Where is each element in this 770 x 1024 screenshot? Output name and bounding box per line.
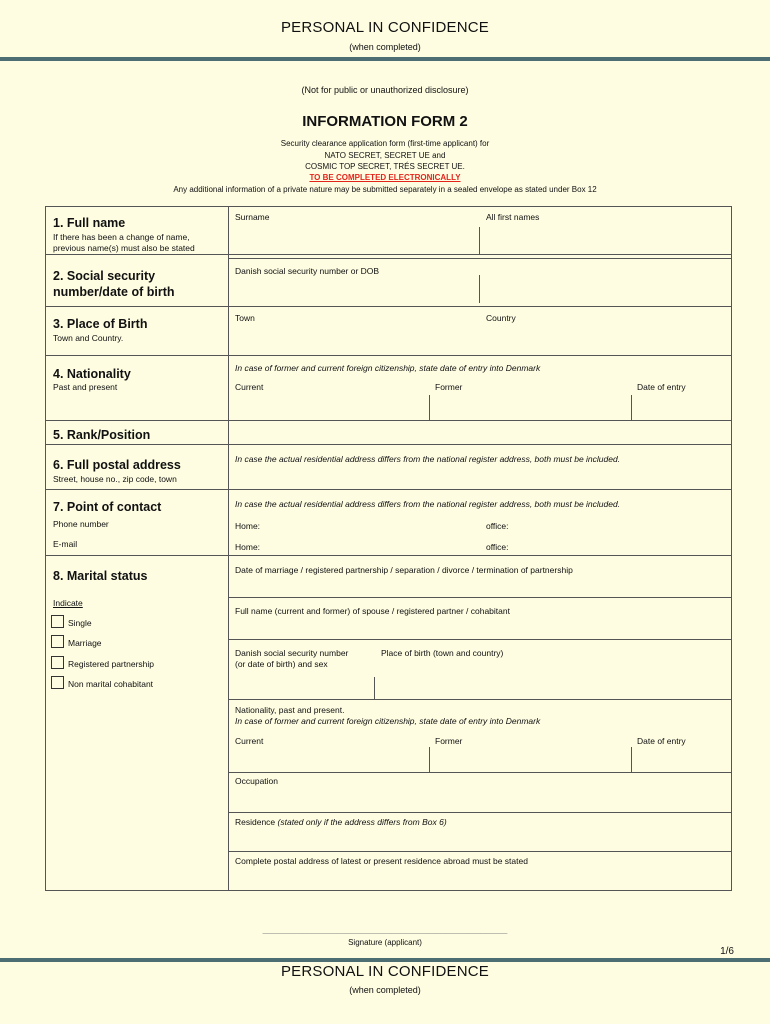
residence-label: Residence — [235, 817, 278, 827]
footer-subtitle: (when completed) — [349, 985, 421, 995]
spouse-ssn-field-2: (or date of birth) and sex — [235, 659, 328, 669]
cohabitant-label: Non marital cohabitant — [68, 679, 154, 689]
single-checkbox[interactable] — [51, 615, 64, 628]
form-desc-3: COSMIC TOP SECRET, TRÉS SECRET UE. — [305, 162, 465, 171]
spouse-nationality-label: Nationality, past and present. — [235, 705, 345, 715]
nationality-former-field[interactable]: Former — [435, 382, 463, 392]
marriage-label: Marriage — [68, 638, 102, 648]
section-ssn-title-2: number/date of birth — [53, 285, 175, 299]
section-ssn-title-1: 2. Social security — [53, 269, 156, 283]
spouse-occupation-field[interactable]: Occupation — [235, 776, 278, 786]
cohabitant-checkbox[interactable] — [51, 676, 64, 689]
contact-note: In case the actual residential address differs from the national register address, both must be included. — [235, 499, 621, 509]
marital-indicate-label: Indicate — [53, 598, 83, 608]
section-marital-title: 8. Marital status — [53, 569, 148, 583]
email-office-field[interactable]: office: — [486, 542, 509, 552]
section-postal-title: 6. Full postal address — [53, 458, 181, 472]
spouse-residence-field — [235, 817, 447, 828]
section-postal-sub: Street, house no., zip code, town — [53, 474, 177, 484]
section-nationality-title: 4. Nationality — [53, 367, 131, 381]
single-label: Single — [68, 618, 92, 628]
nationality-current-field[interactable]: Current — [235, 382, 264, 392]
postal-note: In case the actual residential address differs from the national register address, both must be included. — [235, 454, 621, 464]
contact-phone-label: Phone number — [53, 519, 109, 529]
surname-field[interactable]: Surname — [235, 212, 270, 222]
phone-office-field[interactable]: office: — [486, 521, 509, 531]
residence-note: (stated only if the address differs from Box 6) — [277, 817, 447, 827]
footer-rule — [0, 958, 770, 962]
spouse-ssn-field-1[interactable]: Danish social security number — [235, 648, 349, 658]
abroad-address-field[interactable]: Complete postal address of latest or present residence abroad must be stated — [235, 856, 528, 866]
section-full-name-sub-1: If there has been a change of name, — [53, 232, 190, 242]
disclosure-note: (Not for public or unauthorized disclosure) — [301, 85, 469, 95]
birth-country-field[interactable]: Country — [486, 313, 516, 323]
section-birth-place-sub: Town and Country. — [53, 333, 124, 343]
form-table — [45, 206, 732, 891]
marriage-checkbox[interactable] — [51, 635, 64, 648]
section-full-name-sub-2: previous name(s) must also be stated — [53, 243, 195, 253]
header-title: PERSONAL IN CONFIDENCE — [280, 19, 490, 36]
section-birth-place-title: 3. Place of Birth — [53, 317, 148, 331]
spouse-nationality-note: In case of former and current foreign citizenship, state date of entry into Denmark — [235, 716, 541, 726]
marriage-date-field[interactable]: Date of marriage / registered partnership / separation / divorce / termination of partnership — [235, 565, 573, 575]
registered-partnership-label: Registered partnership — [68, 659, 154, 669]
contact-email-label: E-mail — [53, 539, 78, 549]
footer-title: PERSONAL IN CONFIDENCE — [280, 963, 490, 980]
section-rank-title: 5. Rank/Position — [53, 428, 151, 442]
nationality-date-field[interactable]: Date of entry — [637, 382, 686, 392]
additional-note: Any additional information of a private nature may be submitted separately in a sealed envelope as stated under Box 12 — [173, 185, 597, 194]
spouse-date-field[interactable]: Date of entry — [637, 736, 686, 746]
ssn-field[interactable]: Danish social security number or DOB — [235, 266, 380, 276]
section-nationality-sub: Past and present — [53, 382, 118, 392]
section-full-name-title: 1. Full name — [53, 216, 126, 230]
signature-label: Signature (applicant) — [348, 938, 422, 947]
nationality-note: In case of former and current foreign citizenship, state date of entry into Denmark — [235, 363, 541, 373]
phone-home-field[interactable]: Home: — [235, 521, 261, 531]
form-desc-2: NATO SECRET, SECRET UE and — [324, 151, 446, 160]
birth-town-field[interactable]: Town — [235, 313, 255, 323]
signature-line[interactable]: _______________________________________________________ — [262, 925, 508, 934]
spouse-pob-field[interactable]: Place of birth (town and country) — [381, 648, 504, 658]
spouse-name-field[interactable]: Full name (current and former) of spouse / registered partner / cohabitant — [235, 606, 510, 616]
spouse-current-field[interactable]: Current — [235, 736, 264, 746]
spouse-former-field[interactable]: Former — [435, 736, 463, 746]
electronic-note: TO BE COMPLETED ELECTRONICALLY — [309, 173, 461, 182]
form-desc-1: Security clearance application form (first-time applicant) for — [280, 139, 490, 148]
form-title: INFORMATION FORM 2 — [302, 113, 468, 130]
email-home-field[interactable]: Home: — [235, 542, 261, 552]
section-contact-title: 7. Point of contact — [53, 500, 162, 514]
page-number: 1/6 — [720, 946, 734, 957]
header-subtitle: (when completed) — [349, 42, 421, 52]
header-rule — [0, 57, 770, 61]
first-names-field[interactable]: All first names — [486, 212, 540, 222]
registered-partnership-checkbox[interactable] — [51, 656, 64, 669]
